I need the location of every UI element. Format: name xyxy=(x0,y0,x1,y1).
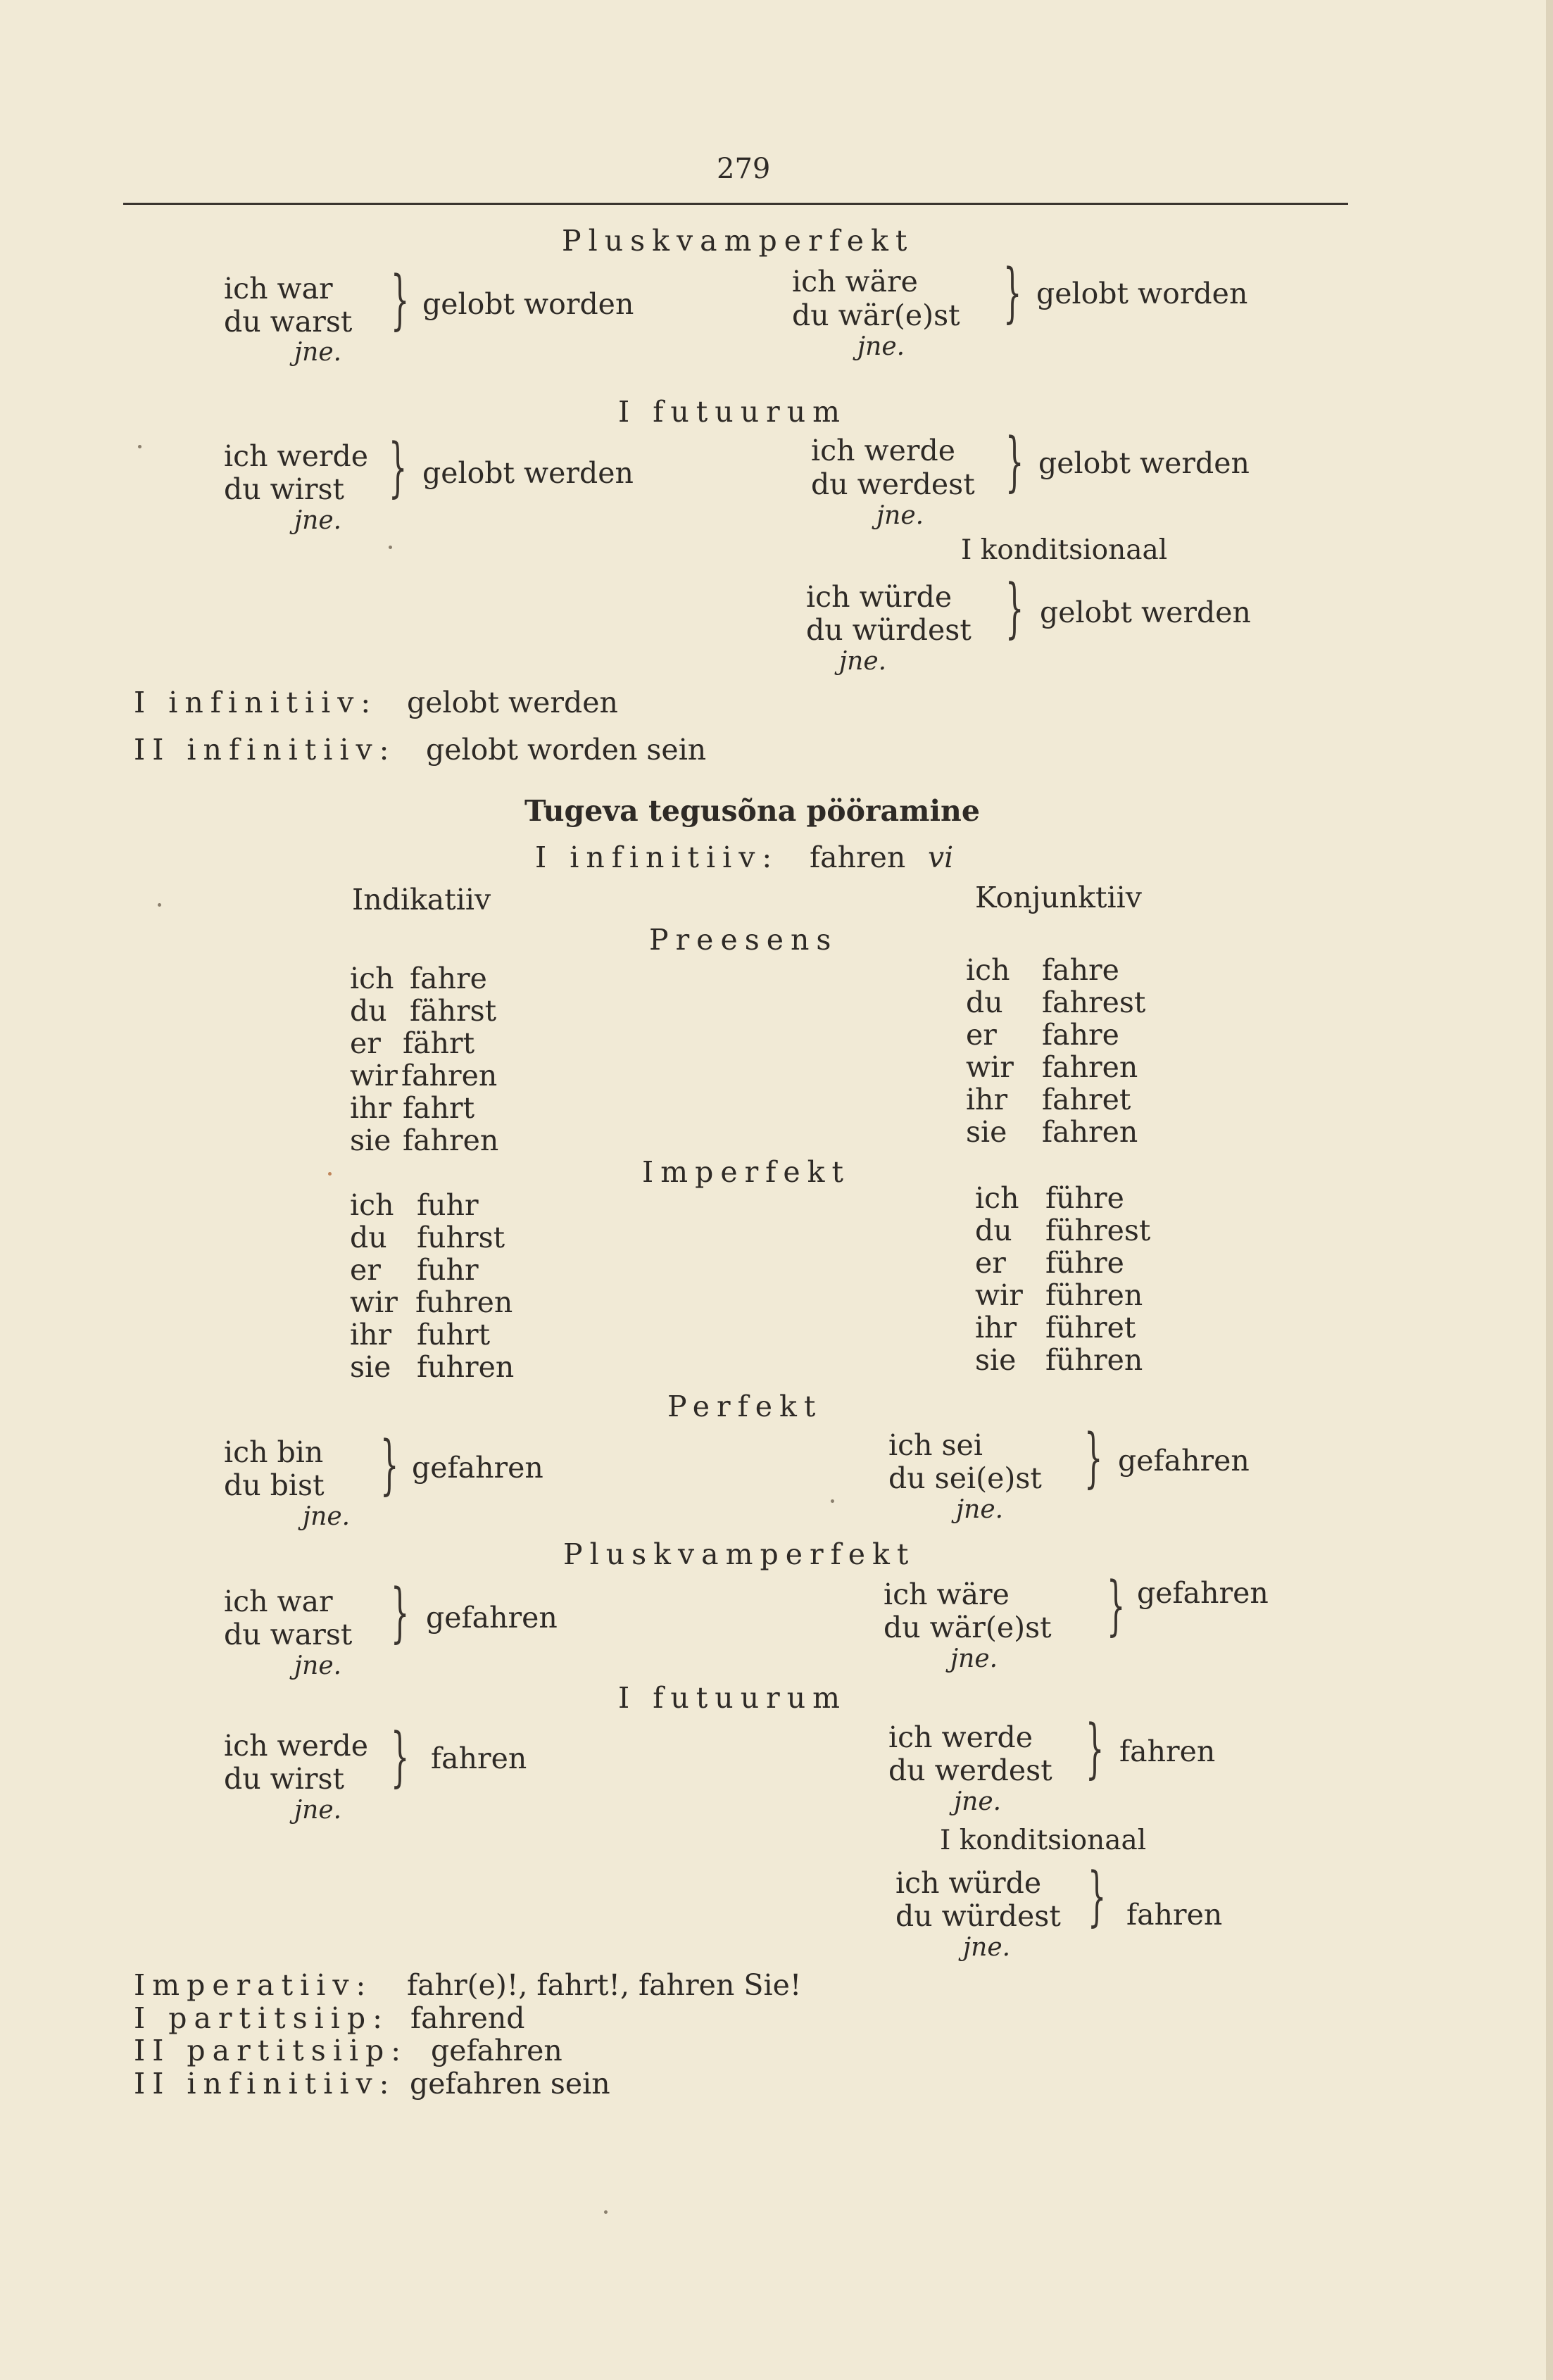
brace: } xyxy=(391,262,410,337)
brace: } xyxy=(1003,255,1022,330)
jne-abbrev: jne. xyxy=(954,1787,1002,1816)
mood-indikatiiv: Indikatiiv xyxy=(352,883,491,917)
conj-form: gelobt worden xyxy=(1036,277,1248,310)
pronoun: sie xyxy=(350,1123,391,1157)
conj-line: du wirst xyxy=(224,472,345,506)
pronoun: ich xyxy=(975,1181,1019,1215)
pronoun: ihr xyxy=(975,1311,1017,1345)
heading-pluskvamperfekt: Pluskvamperfekt xyxy=(562,224,914,258)
heading-konditsionaal: I konditsionaal xyxy=(961,534,1168,566)
verb-form: fahret xyxy=(1042,1083,1131,1116)
page-edge xyxy=(1546,0,1553,2380)
pronoun: du xyxy=(966,986,1003,1019)
paper-speck xyxy=(831,1499,834,1503)
verb-form: fuhren xyxy=(417,1350,515,1384)
verb-form: führet xyxy=(1045,1311,1136,1345)
verb-form: fahren xyxy=(401,1059,498,1093)
verb-form: fuhr xyxy=(417,1188,479,1222)
jne-abbrev: jne. xyxy=(294,1796,342,1825)
conj-line: ich bin xyxy=(224,1435,324,1469)
pronoun: du xyxy=(350,1221,387,1254)
conj-line: ich werde xyxy=(811,434,955,467)
verb-form: fährt xyxy=(403,1026,475,1060)
conj-line: ich würde xyxy=(895,1866,1042,1900)
heading-konditsionaal: I konditsionaal xyxy=(940,1825,1147,1856)
pronoun: wir xyxy=(350,1059,398,1093)
pronoun: wir xyxy=(975,1278,1023,1312)
pronoun: ihr xyxy=(350,1318,392,1352)
pronoun: du xyxy=(350,994,387,1028)
brace: } xyxy=(380,1427,399,1502)
participle-value: gefahren xyxy=(431,2034,562,2067)
verb-form: fährst xyxy=(410,994,497,1028)
verb-form: fahren xyxy=(1042,1115,1138,1149)
participle-label: II partitsiip: xyxy=(134,2034,408,2067)
pronoun: sie xyxy=(975,1343,1017,1377)
verb-class-note: vi xyxy=(928,840,954,874)
pronoun: ich xyxy=(350,1188,394,1222)
jne-abbrev: jne. xyxy=(950,1644,998,1673)
verb-form: fahren xyxy=(1042,1050,1138,1084)
conj-line: du wär(e)st xyxy=(884,1611,1052,1644)
infinitive-value: gelobt worden sein xyxy=(426,733,707,767)
heading-futuurum: I futuurum xyxy=(618,395,847,429)
infinitive-label: I infinitiiv: xyxy=(134,686,378,719)
jne-abbrev: jne. xyxy=(294,1651,342,1680)
paper-speck xyxy=(138,445,142,448)
verb-form: fuhr xyxy=(417,1253,479,1287)
verb-form: führe xyxy=(1045,1181,1124,1215)
conj-form: gefahren xyxy=(412,1451,543,1485)
verb-form: führest xyxy=(1045,1214,1151,1247)
conj-form: gefahren xyxy=(1137,1576,1269,1610)
paper-speck xyxy=(389,546,392,549)
conj-line: ich werde xyxy=(888,1720,1033,1754)
conj-line: du würdest xyxy=(806,613,972,647)
pronoun: er xyxy=(966,1018,997,1052)
participle-label: I partitsiip: xyxy=(134,2001,389,2035)
brace: } xyxy=(1086,1711,1105,1786)
conj-line: du warst xyxy=(224,1618,353,1651)
pronoun: sie xyxy=(966,1115,1007,1149)
brace: } xyxy=(1005,424,1024,499)
conj-line: du wirst xyxy=(224,1762,345,1796)
brace: } xyxy=(391,1719,410,1794)
conj-form: gefahren xyxy=(1118,1444,1250,1478)
conj-line: du werdest xyxy=(888,1753,1052,1787)
conj-line: ich würde xyxy=(806,580,952,614)
pronoun: ihr xyxy=(350,1091,392,1125)
conj-form: gelobt worden xyxy=(422,287,634,321)
heading-preesens: Preesens xyxy=(649,923,838,957)
conj-line: ich war xyxy=(224,272,333,306)
conj-line: du würdest xyxy=(895,1899,1061,1933)
conj-form: fahren xyxy=(1119,1734,1216,1768)
heading-futuurum: I futuurum xyxy=(618,1681,847,1715)
header-rule xyxy=(123,203,1348,205)
infinitive-value: fahren xyxy=(810,840,906,874)
verb-form: fahre xyxy=(1042,953,1119,987)
brace: } xyxy=(1088,1858,1107,1934)
pronoun: wir xyxy=(966,1050,1014,1084)
imperativ-label: Imperatiiv: xyxy=(134,1968,373,2002)
brace: } xyxy=(389,429,408,505)
jne-abbrev: jne. xyxy=(294,506,342,535)
brace: } xyxy=(391,1575,410,1650)
pronoun: du xyxy=(975,1214,1012,1247)
conj-line: ich wäre xyxy=(884,1578,1010,1611)
conj-line: ich wäre xyxy=(792,265,918,298)
verb-form: fahren xyxy=(403,1123,499,1157)
conj-line: ich werde xyxy=(224,439,368,473)
infinitive-value: gefahren sein xyxy=(410,2067,610,2101)
section-title: Tugeva tegusõna pööramine xyxy=(524,794,980,828)
conj-line: du werdest xyxy=(811,467,975,501)
jne-abbrev: jne. xyxy=(839,647,887,676)
heading-imperfekt: Imperfekt xyxy=(642,1155,850,1189)
conj-line: ich werde xyxy=(224,1729,368,1763)
heading-perfekt: Perfekt xyxy=(667,1390,823,1423)
infinitive-label: II infinitiiv: xyxy=(134,733,396,767)
conj-line: du bist xyxy=(224,1468,325,1502)
verb-form: fuhrst xyxy=(417,1221,505,1254)
paper-speck xyxy=(604,2210,608,2214)
verb-form: fuhren xyxy=(415,1285,513,1319)
verb-form: fuhrt xyxy=(417,1318,491,1352)
pronoun: er xyxy=(350,1026,381,1060)
conj-line: ich war xyxy=(224,1585,333,1618)
verb-form: führen xyxy=(1045,1278,1143,1312)
conj-form: gelobt werden xyxy=(1040,596,1251,629)
jne-abbrev: jne. xyxy=(963,1933,1011,1962)
pronoun: er xyxy=(350,1253,381,1287)
verb-form: fahrest xyxy=(1042,986,1146,1019)
verb-form: führen xyxy=(1045,1343,1143,1377)
page-number: 279 xyxy=(717,153,771,185)
brace: } xyxy=(1005,570,1024,646)
conj-form: gelobt werden xyxy=(422,456,634,490)
conj-line: ich sei xyxy=(888,1428,983,1462)
imperativ-value: fahr(e)!, fahrt!, fahren Sie! xyxy=(407,1968,802,2002)
conj-form: gelobt werden xyxy=(1038,446,1250,480)
pronoun: ich xyxy=(966,953,1010,987)
conj-form: gefahren xyxy=(426,1601,558,1635)
infinitive-label: II infinitiiv: xyxy=(134,2067,396,2101)
jne-abbrev: jne. xyxy=(294,338,342,367)
jne-abbrev: jne. xyxy=(876,501,924,530)
pronoun: wir xyxy=(350,1285,398,1319)
conj-line: du wär(e)st xyxy=(792,298,960,332)
conj-line: du warst xyxy=(224,305,353,339)
mood-konjunktiiv: Konjunktiiv xyxy=(975,881,1142,914)
pronoun: ich xyxy=(350,962,394,995)
pronoun: ihr xyxy=(966,1083,1008,1116)
jne-abbrev: jne. xyxy=(857,332,905,361)
verb-form: fahre xyxy=(1042,1018,1119,1052)
heading-pluskvamperfekt: Pluskvamperfekt xyxy=(563,1537,916,1571)
paper-speck xyxy=(328,1172,332,1176)
infinitive-label: I infinitiiv: xyxy=(535,840,779,874)
verb-form: führe xyxy=(1045,1246,1124,1280)
pronoun: er xyxy=(975,1246,1006,1280)
brace: } xyxy=(1107,1568,1126,1643)
conj-form: fahren xyxy=(431,1742,527,1775)
participle-value: fahrend xyxy=(410,2001,525,2035)
conj-form: fahren xyxy=(1126,1898,1223,1932)
infinitive-value: gelobt werden xyxy=(407,686,618,719)
pronoun: sie xyxy=(350,1350,391,1384)
verb-form: fahre xyxy=(410,962,487,995)
verb-form: fahrt xyxy=(403,1091,475,1125)
jne-abbrev: jne. xyxy=(303,1502,351,1531)
paper-speck xyxy=(158,903,161,907)
jne-abbrev: jne. xyxy=(956,1495,1004,1524)
conj-line: du sei(e)st xyxy=(888,1461,1042,1495)
brace: } xyxy=(1084,1420,1103,1495)
